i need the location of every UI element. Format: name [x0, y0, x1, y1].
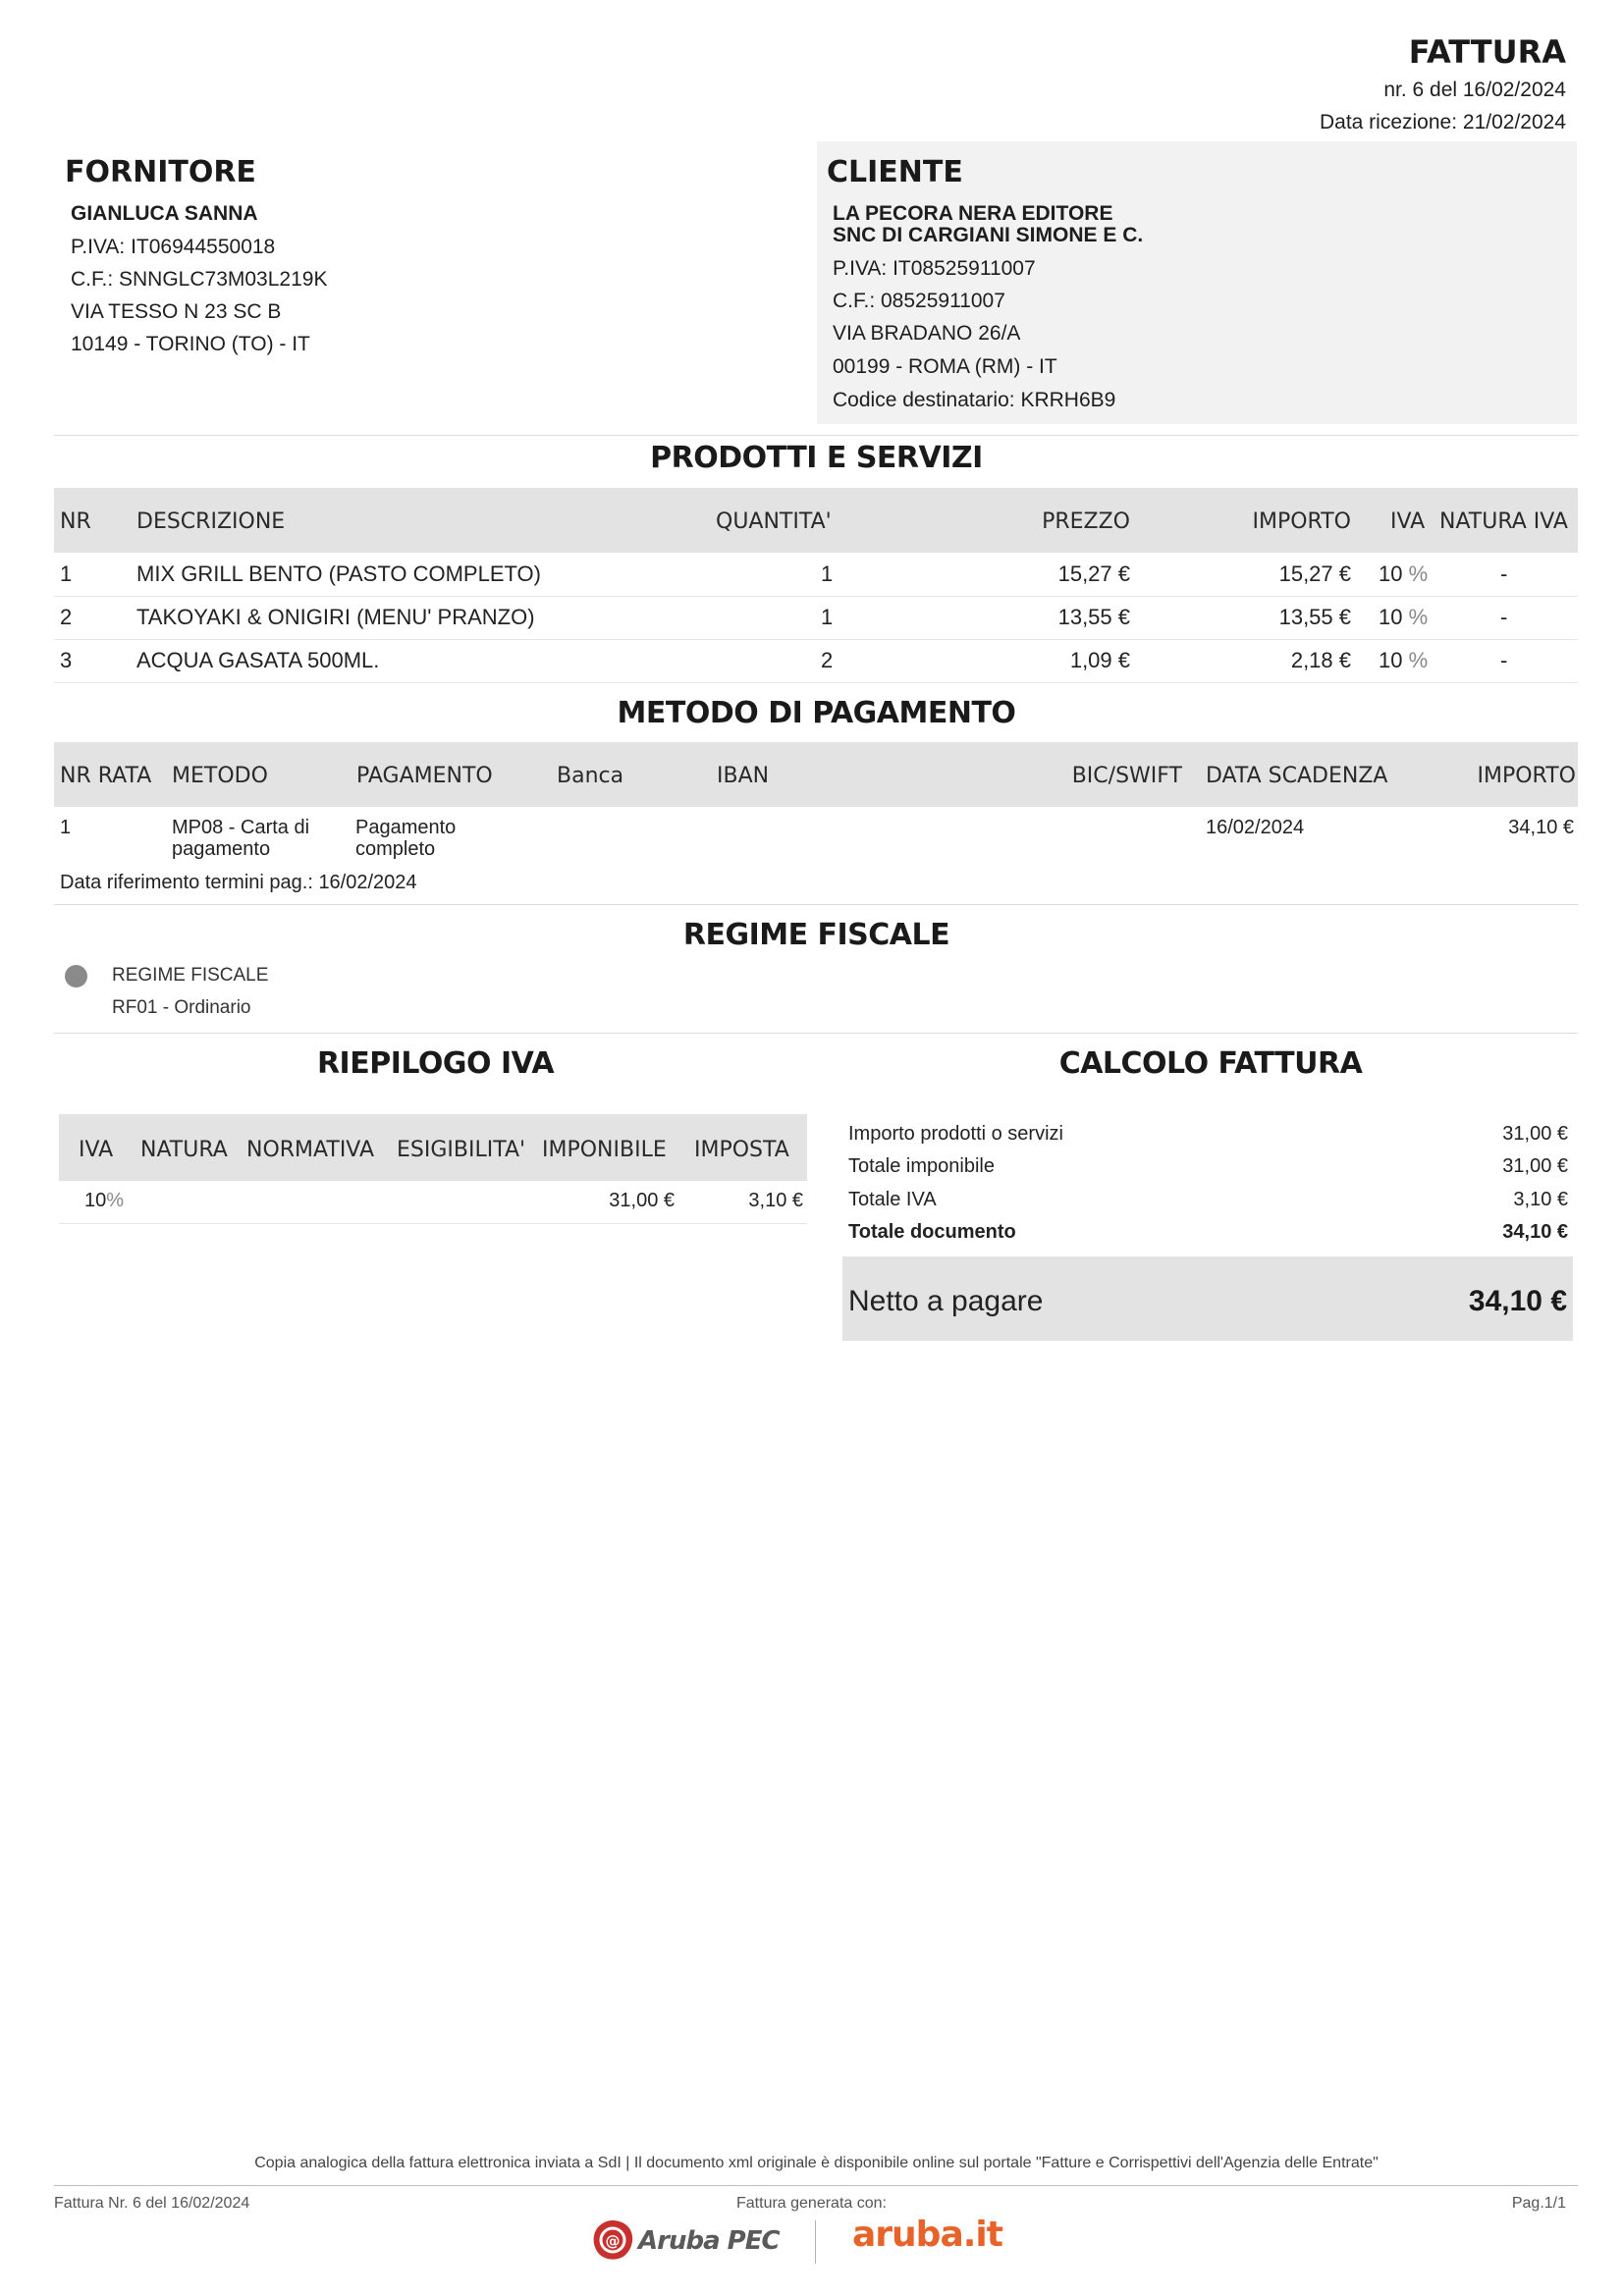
received-date: Data ricezione: 21/02/2024	[1319, 111, 1566, 133]
vat-summary-title: RIEPILOGO IVA	[316, 1046, 555, 1081]
row-natura: -	[1500, 648, 1508, 672]
payment-type-cont: completo	[355, 838, 436, 860]
col-nr: NR	[60, 509, 91, 534]
row-description: TAKOYAKI & ONIGIRI (MENU' PRANZO)	[136, 605, 535, 629]
footer-generated-by: Fattura generata con:	[736, 2195, 887, 2212]
row-divider	[59, 1223, 807, 1224]
bullet-icon	[65, 965, 87, 988]
customer-heading: CLIENTE	[827, 155, 963, 189]
row-divider	[54, 639, 1578, 640]
row-nr: 3	[60, 648, 73, 672]
col-vat-imponibile: IMPONIBILE	[542, 1138, 667, 1162]
col-description: DESCRIZIONE	[136, 509, 286, 534]
calc-label-taxable: Totale imponibile	[848, 1155, 995, 1177]
customer-city: 00199 - ROMA (RM) - IT	[833, 355, 1057, 378]
row-natura: -	[1500, 561, 1508, 586]
fiscal-label: REGIME FISCALE	[112, 965, 269, 986]
payment-nr: 1	[60, 817, 72, 838]
row-iva-percent: %	[1408, 561, 1429, 586]
aruba-it-logo: aruba.it	[852, 2215, 1002, 2255]
row-amount: 2,18 €	[1290, 648, 1351, 672]
svg-text:@: @	[605, 2232, 621, 2250]
col-iva: IVA	[1390, 509, 1426, 534]
col-price: PREZZO	[1042, 509, 1130, 534]
row-divider	[54, 682, 1578, 683]
row-nr: 2	[60, 605, 73, 629]
row-iva-percent: %	[1408, 648, 1429, 672]
logo-separator	[815, 2220, 816, 2264]
row-quantity: 2	[821, 648, 834, 672]
supplier-name: GIANLUCA SANNA	[71, 202, 258, 225]
col-amount: IMPORTO	[1252, 509, 1351, 534]
col-quantity: QUANTITA'	[716, 509, 832, 534]
col-vat-imposta: IMPOSTA	[694, 1138, 789, 1162]
calc-label-products: Importo prodotti o servizi	[848, 1123, 1063, 1145]
aruba-pec-text: Aruba PEC	[638, 2226, 780, 2256]
calc-value-total: 34,10 €	[1502, 1221, 1568, 1243]
col-bank: Banca	[557, 764, 624, 788]
row-quantity: 1	[821, 605, 834, 629]
fiscal-value: RF01 - Ordinario	[112, 997, 251, 1018]
row-iva-value: 10	[1379, 648, 1403, 672]
supplier-address: VIA TESSO N 23 SC B	[71, 300, 282, 323]
payment-title: METODO DI PAGAMENTO	[617, 696, 1016, 730]
row-amount: 13,55 €	[1278, 605, 1351, 629]
col-vat-iva: IVA	[79, 1138, 114, 1162]
calc-label-total: Totale documento	[848, 1221, 1016, 1243]
col-due-date: DATA SCADENZA	[1206, 764, 1388, 788]
row-natura: -	[1500, 605, 1508, 629]
net-to-pay-value: 34,10 €	[1468, 1285, 1567, 1317]
calc-value-vat: 3,10 €	[1513, 1189, 1568, 1210]
customer-address: VIA BRADANO 26/A	[833, 322, 1021, 345]
row-price: 1,09 €	[1069, 648, 1130, 672]
supplier-city: 10149 - TORINO (TO) - IT	[71, 333, 310, 355]
row-iva-value: 10	[1379, 605, 1403, 629]
col-method: METODO	[172, 764, 268, 788]
footer-disclaimer: Copia analogica della fattura elettronica inviata a SdI | Il documento xml originale è disponibile online sul portale "Fatture e Corrispettivi dell'Agenzia delle Entrate"	[254, 2155, 1379, 2171]
payment-type: Pagamento	[355, 817, 457, 838]
customer-piva: P.IVA: IT08525911007	[833, 257, 1036, 280]
supplier-heading: FORNITORE	[65, 155, 256, 189]
row-divider	[54, 596, 1578, 597]
footer-page: Pag.1/1	[1511, 2195, 1566, 2212]
row-iva	[1379, 561, 1428, 587]
vat-rate-percent: %	[106, 1190, 125, 1211]
col-bic: BIC/SWIFT	[1071, 764, 1182, 788]
col-payment-amount: IMPORTO	[1477, 764, 1576, 788]
vat-rate	[84, 1190, 124, 1212]
supplier-cf: C.F.: SNNGLC73M03L219K	[71, 268, 328, 291]
divider	[54, 1033, 1578, 1034]
payment-method-cont: pagamento	[172, 838, 271, 860]
calc-value-taxable: 31,00 €	[1502, 1155, 1568, 1177]
payment-due-date: 16/02/2024	[1206, 817, 1305, 838]
fiscal-title: REGIME FISCALE	[682, 918, 950, 952]
customer-cf: C.F.: 08525911007	[833, 290, 1005, 312]
customer-name-1: LA PECORA NERA EDITORE	[833, 202, 1113, 225]
vat-taxable: 31,00 €	[609, 1190, 675, 1211]
row-description: MIX GRILL BENTO (PASTO COMPLETO)	[136, 561, 541, 586]
col-nr-rata: NR RATA	[60, 764, 152, 788]
row-amount: 15,27 €	[1278, 561, 1351, 586]
vat-rate-value: 10	[84, 1190, 107, 1211]
row-price: 13,55 €	[1057, 605, 1130, 629]
products-title: PRODOTTI E SERVIZI	[650, 441, 983, 475]
calc-value-products: 31,00 €	[1502, 1123, 1568, 1145]
payment-reference: Data riferimento termini pag.: 16/02/2024	[60, 872, 417, 893]
row-quantity: 1	[821, 561, 834, 586]
col-natura-iva: NATURA IVA	[1439, 509, 1568, 534]
row-iva-percent: %	[1408, 605, 1429, 629]
col-vat-natura: NATURA	[140, 1138, 228, 1162]
footer-doc-ref: Fattura Nr. 6 del 16/02/2024	[54, 2195, 250, 2212]
vat-tax: 3,10 €	[748, 1190, 803, 1211]
divider	[54, 904, 1578, 905]
customer-name-2: SNC DI CARGIANI SIMONE E C.	[833, 224, 1144, 246]
payment-method: MP08 - Carta di	[172, 817, 310, 838]
col-payment: PAGAMENTO	[356, 764, 493, 788]
invoice-number: nr. 6 del 16/02/2024	[1383, 79, 1566, 101]
calc-label-vat: Totale IVA	[848, 1189, 937, 1210]
divider	[54, 435, 1578, 436]
col-iban: IBAN	[717, 764, 770, 788]
footer-divider	[54, 2185, 1578, 2186]
row-nr: 1	[60, 561, 73, 586]
row-iva	[1379, 605, 1428, 630]
row-iva	[1379, 648, 1428, 673]
calc-title: CALCOLO FATTURA	[1058, 1046, 1363, 1081]
row-iva-value: 10	[1379, 561, 1403, 586]
row-price: 15,27 €	[1057, 561, 1130, 586]
customer-recipient-code: Codice destinatario: KRRH6B9	[833, 389, 1116, 411]
aruba-pec-seal-icon	[591, 2218, 634, 2262]
payment-amount: 34,10 €	[1508, 817, 1574, 838]
document-type: FATTURA	[1408, 33, 1566, 71]
row-description: ACQUA GASATA 500ML.	[136, 648, 380, 672]
col-vat-esigibilita: ESIGIBILITA'	[397, 1138, 526, 1162]
net-to-pay-label: Netto a pagare	[848, 1285, 1044, 1317]
col-vat-normativa: NORMATIVA	[246, 1138, 375, 1162]
supplier-piva: P.IVA: IT06944550018	[71, 236, 276, 258]
